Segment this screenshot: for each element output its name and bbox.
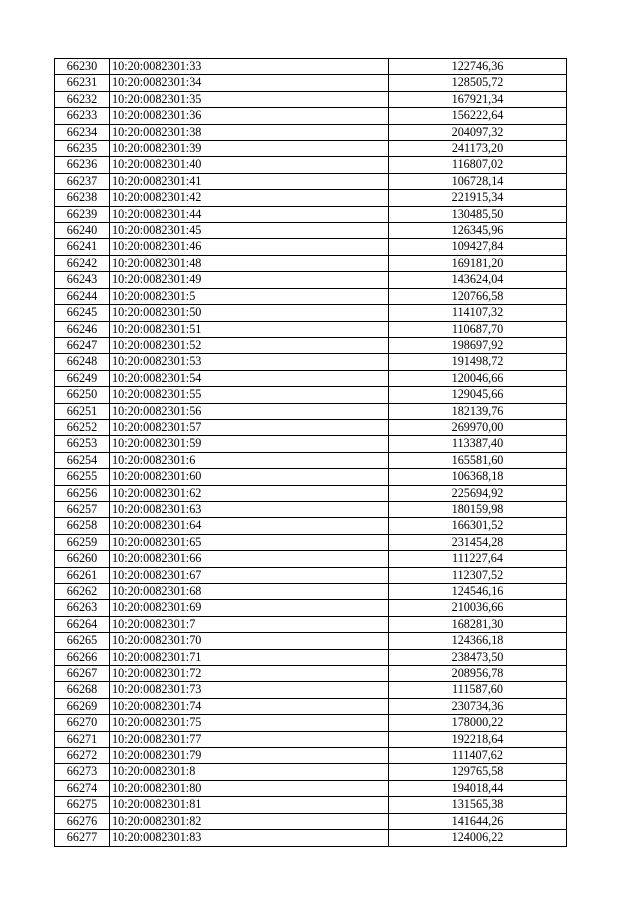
value-cell: 111587,60 [389, 682, 567, 698]
value-cell: 141644,26 [389, 813, 567, 829]
table-row [55, 223, 567, 239]
row-number-cell: 66275 [55, 797, 110, 813]
table-row [55, 780, 567, 796]
cadastral-number-cell: 10:20:0082301:55 [110, 387, 389, 403]
table-row [55, 157, 567, 173]
table-row [55, 501, 567, 517]
table-row [55, 370, 567, 386]
row-number-cell: 66272 [55, 748, 110, 764]
table-row [55, 649, 567, 665]
cadastral-number-cell: 10:20:0082301:8 [110, 764, 389, 780]
value-cell: 165581,60 [389, 452, 567, 468]
row-number-cell: 66265 [55, 633, 110, 649]
cadastral-number-cell: 10:20:0082301:46 [110, 239, 389, 255]
value-cell: 106728,14 [389, 173, 567, 189]
cadastral-number-cell: 10:20:0082301:56 [110, 403, 389, 419]
row-number-cell: 66231 [55, 75, 110, 91]
row-number-cell: 66262 [55, 584, 110, 600]
cadastral-number-cell: 10:20:0082301:71 [110, 649, 389, 665]
value-cell: 126345,96 [389, 223, 567, 239]
cadastral-number-cell: 10:20:0082301:59 [110, 436, 389, 452]
table-row [55, 419, 567, 435]
table-row [55, 108, 567, 124]
cadastral-number-cell: 10:20:0082301:66 [110, 551, 389, 567]
cadastral-number-cell: 10:20:0082301:44 [110, 206, 389, 222]
row-number-cell: 66259 [55, 534, 110, 550]
table-row [55, 748, 567, 764]
value-cell: 166301,52 [389, 518, 567, 534]
row-number-cell: 66245 [55, 305, 110, 321]
cadastral-number-cell: 10:20:0082301:48 [110, 255, 389, 271]
table-row [55, 797, 567, 813]
value-cell: 111407,62 [389, 748, 567, 764]
row-number-cell: 66274 [55, 780, 110, 796]
row-number-cell: 66240 [55, 223, 110, 239]
table-row [55, 321, 567, 337]
row-number-cell: 66246 [55, 321, 110, 337]
value-cell: 124366,18 [389, 633, 567, 649]
value-cell: 156222,64 [389, 108, 567, 124]
table-row [55, 288, 567, 304]
cadastral-number-cell: 10:20:0082301:81 [110, 797, 389, 813]
row-number-cell: 66273 [55, 764, 110, 780]
value-cell: 131565,38 [389, 797, 567, 813]
value-cell: 221915,34 [389, 190, 567, 206]
value-cell: 241173,20 [389, 141, 567, 157]
value-cell: 178000,22 [389, 715, 567, 731]
value-cell: 194018,44 [389, 780, 567, 796]
cadastral-number-cell: 10:20:0082301:69 [110, 600, 389, 616]
value-cell: 167921,34 [389, 91, 567, 107]
row-number-cell: 66230 [55, 59, 110, 75]
value-cell: 124006,22 [389, 830, 567, 846]
table-row [55, 485, 567, 501]
cadastral-number-cell: 10:20:0082301:77 [110, 731, 389, 747]
table-row [55, 387, 567, 403]
value-cell: 204097,32 [389, 124, 567, 140]
value-cell: 112307,52 [389, 567, 567, 583]
row-number-cell: 66234 [55, 124, 110, 140]
cadastral-number-cell: 10:20:0082301:62 [110, 485, 389, 501]
cadastral-number-cell: 10:20:0082301:40 [110, 157, 389, 173]
cadastral-number-cell: 10:20:0082301:6 [110, 452, 389, 468]
table-row [55, 616, 567, 632]
table-row [55, 239, 567, 255]
row-number-cell: 66263 [55, 600, 110, 616]
row-number-cell: 66257 [55, 501, 110, 517]
row-number-cell: 66270 [55, 715, 110, 731]
value-cell: 113387,40 [389, 436, 567, 452]
cadastral-number-cell: 10:20:0082301:80 [110, 780, 389, 796]
row-number-cell: 66235 [55, 141, 110, 157]
value-cell: 182139,76 [389, 403, 567, 419]
value-cell: 120766,58 [389, 288, 567, 304]
value-cell: 129765,58 [389, 764, 567, 780]
row-number-cell: 66233 [55, 108, 110, 124]
cadastral-number-cell: 10:20:0082301:70 [110, 633, 389, 649]
cadastral-number-cell: 10:20:0082301:75 [110, 715, 389, 731]
value-cell: 130485,50 [389, 206, 567, 222]
cadastral-number-cell: 10:20:0082301:49 [110, 272, 389, 288]
value-cell: 269970,00 [389, 419, 567, 435]
cadastral-number-cell: 10:20:0082301:35 [110, 91, 389, 107]
row-number-cell: 66252 [55, 419, 110, 435]
row-number-cell: 66251 [55, 403, 110, 419]
row-number-cell: 66253 [55, 436, 110, 452]
table-row [55, 764, 567, 780]
cadastral-number-cell: 10:20:0082301:52 [110, 337, 389, 353]
value-cell: 180159,98 [389, 501, 567, 517]
table-row [55, 75, 567, 91]
value-cell: 114107,32 [389, 305, 567, 321]
table-row [55, 731, 567, 747]
row-number-cell: 66232 [55, 91, 110, 107]
table-row [55, 698, 567, 714]
value-cell: 106368,18 [389, 469, 567, 485]
value-cell: 198697,92 [389, 337, 567, 353]
row-number-cell: 66255 [55, 469, 110, 485]
table-row [55, 190, 567, 206]
value-cell: 110687,70 [389, 321, 567, 337]
value-cell: 208956,78 [389, 666, 567, 682]
row-number-cell: 66250 [55, 387, 110, 403]
row-number-cell: 66267 [55, 666, 110, 682]
value-cell: 225694,92 [389, 485, 567, 501]
cadastral-number-cell: 10:20:0082301:68 [110, 584, 389, 600]
table-row [55, 403, 567, 419]
table-body [55, 59, 567, 847]
cadastral-number-cell: 10:20:0082301:67 [110, 567, 389, 583]
value-cell: 122746,36 [389, 59, 567, 75]
value-cell: 169181,20 [389, 255, 567, 271]
value-cell: 129045,66 [389, 387, 567, 403]
table-row [55, 206, 567, 222]
cadastral-value-table [54, 58, 567, 847]
table-row [55, 173, 567, 189]
value-cell: 238473,50 [389, 649, 567, 665]
table-row [55, 305, 567, 321]
value-cell: 143624,04 [389, 272, 567, 288]
table-row [55, 469, 567, 485]
row-number-cell: 66264 [55, 616, 110, 632]
cadastral-number-cell: 10:20:0082301:53 [110, 354, 389, 370]
value-cell: 109427,84 [389, 239, 567, 255]
row-number-cell: 66268 [55, 682, 110, 698]
row-number-cell: 66237 [55, 173, 110, 189]
row-number-cell: 66247 [55, 337, 110, 353]
cadastral-number-cell: 10:20:0082301:63 [110, 501, 389, 517]
table-row [55, 354, 567, 370]
cadastral-number-cell: 10:20:0082301:73 [110, 682, 389, 698]
row-number-cell: 66258 [55, 518, 110, 534]
row-number-cell: 66242 [55, 255, 110, 271]
cadastral-number-cell: 10:20:0082301:64 [110, 518, 389, 534]
table-row [55, 682, 567, 698]
table-row [55, 830, 567, 846]
row-number-cell: 66261 [55, 567, 110, 583]
table-row [55, 452, 567, 468]
value-cell: 111227,64 [389, 551, 567, 567]
table-row [55, 255, 567, 271]
cadastral-number-cell: 10:20:0082301:36 [110, 108, 389, 124]
cadastral-number-cell: 10:20:0082301:54 [110, 370, 389, 386]
table-row [55, 600, 567, 616]
cadastral-number-cell: 10:20:0082301:82 [110, 813, 389, 829]
cadastral-number-cell: 10:20:0082301:50 [110, 305, 389, 321]
row-number-cell: 66276 [55, 813, 110, 829]
row-number-cell: 66244 [55, 288, 110, 304]
table-row [55, 337, 567, 353]
row-number-cell: 66236 [55, 157, 110, 173]
value-cell: 124546,16 [389, 584, 567, 600]
row-number-cell: 66243 [55, 272, 110, 288]
row-number-cell: 66241 [55, 239, 110, 255]
table-row [55, 272, 567, 288]
value-cell: 168281,30 [389, 616, 567, 632]
table-row [55, 715, 567, 731]
cadastral-number-cell: 10:20:0082301:51 [110, 321, 389, 337]
table-row [55, 141, 567, 157]
row-number-cell: 66249 [55, 370, 110, 386]
cadastral-number-cell: 10:20:0082301:7 [110, 616, 389, 632]
cadastral-number-cell: 10:20:0082301:45 [110, 223, 389, 239]
cadastral-number-cell: 10:20:0082301:33 [110, 59, 389, 75]
cadastral-number-cell: 10:20:0082301:72 [110, 666, 389, 682]
row-number-cell: 66256 [55, 485, 110, 501]
cadastral-number-cell: 10:20:0082301:74 [110, 698, 389, 714]
row-number-cell: 66254 [55, 452, 110, 468]
row-number-cell: 66269 [55, 698, 110, 714]
table-row [55, 518, 567, 534]
cadastral-number-cell: 10:20:0082301:60 [110, 469, 389, 485]
row-number-cell: 66238 [55, 190, 110, 206]
table-row [55, 633, 567, 649]
value-cell: 191498,72 [389, 354, 567, 370]
value-cell: 116807,02 [389, 157, 567, 173]
row-number-cell: 66239 [55, 206, 110, 222]
table-row [55, 666, 567, 682]
cadastral-number-cell: 10:20:0082301:5 [110, 288, 389, 304]
cadastral-number-cell: 10:20:0082301:41 [110, 173, 389, 189]
cadastral-number-cell: 10:20:0082301:42 [110, 190, 389, 206]
row-number-cell: 66266 [55, 649, 110, 665]
value-cell: 210036,66 [389, 600, 567, 616]
table-row [55, 124, 567, 140]
value-cell: 230734,36 [389, 698, 567, 714]
cadastral-number-cell: 10:20:0082301:79 [110, 748, 389, 764]
table-row [55, 534, 567, 550]
cadastral-number-cell: 10:20:0082301:34 [110, 75, 389, 91]
table-row [55, 813, 567, 829]
row-number-cell: 66271 [55, 731, 110, 747]
table-row [55, 59, 567, 75]
cadastral-number-cell: 10:20:0082301:57 [110, 419, 389, 435]
row-number-cell: 66248 [55, 354, 110, 370]
cadastral-number-cell: 10:20:0082301:83 [110, 830, 389, 846]
value-cell: 120046,66 [389, 370, 567, 386]
row-number-cell: 66277 [55, 830, 110, 846]
table-row [55, 91, 567, 107]
cadastral-number-cell: 10:20:0082301:38 [110, 124, 389, 140]
value-cell: 231454,28 [389, 534, 567, 550]
table-row [55, 567, 567, 583]
row-number-cell: 66260 [55, 551, 110, 567]
value-cell: 128505,72 [389, 75, 567, 91]
cadastral-number-cell: 10:20:0082301:39 [110, 141, 389, 157]
cadastral-number-cell: 10:20:0082301:65 [110, 534, 389, 550]
table-row [55, 436, 567, 452]
table-row [55, 551, 567, 567]
value-cell: 192218,64 [389, 731, 567, 747]
table-row [55, 584, 567, 600]
